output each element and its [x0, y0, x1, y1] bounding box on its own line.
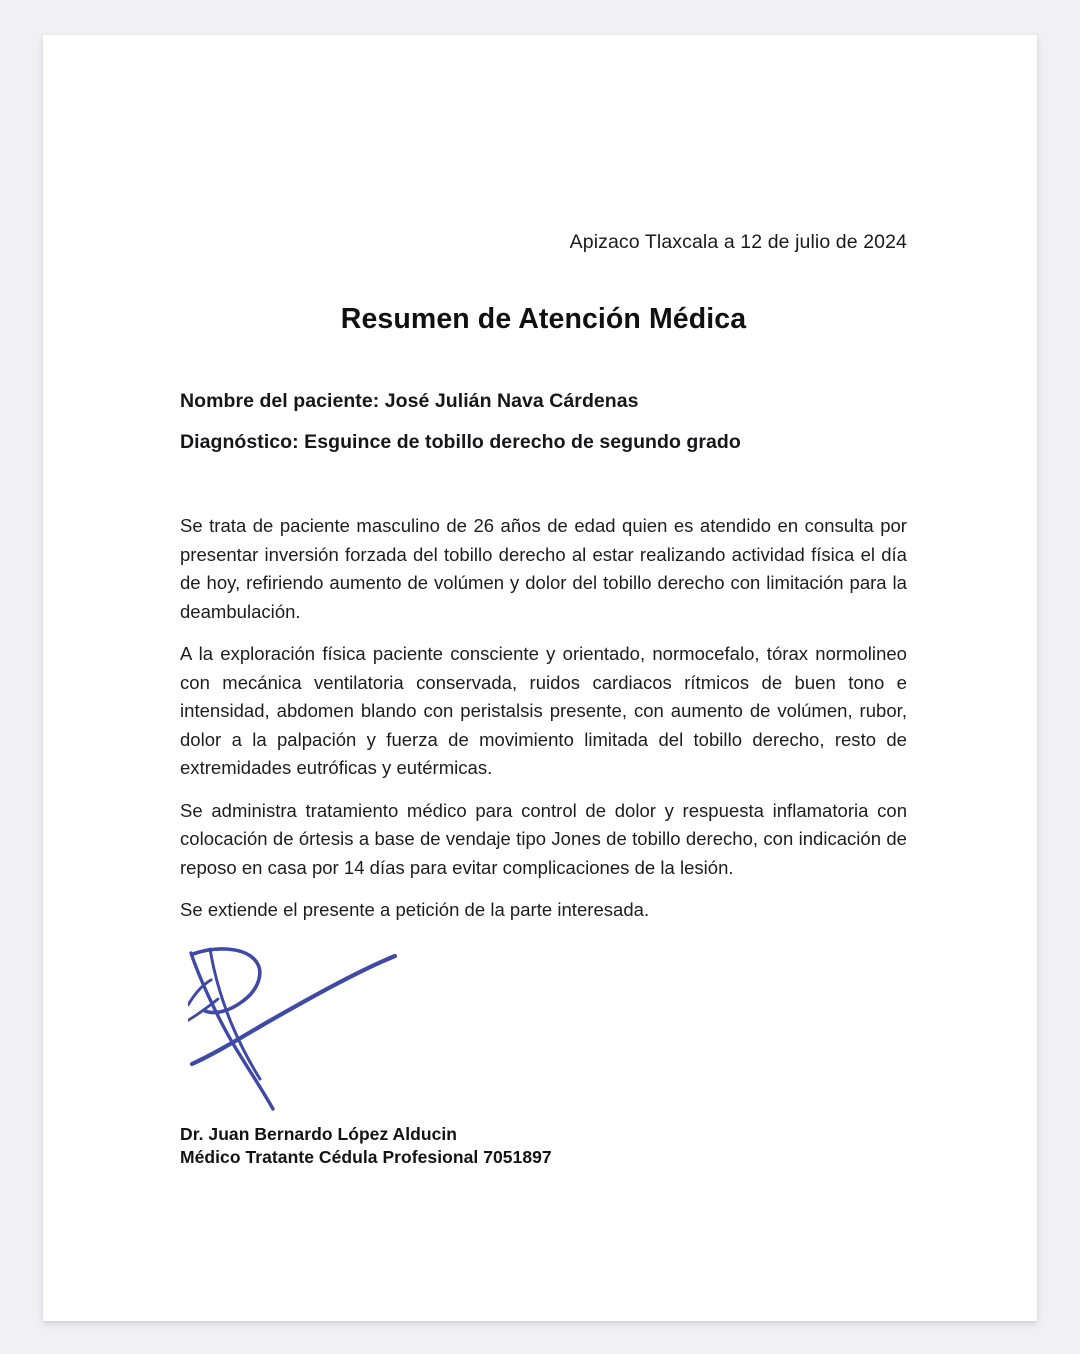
paragraph-history: Se trata de paciente masculino de 26 años de edad quien es atendido en consulta por presentar inversión forzada del tobillo derecho al estar realizando actividad física el día de hoy, refiriendo aumento de volúmen y dolor del tobillo derecho con limitación para la deambulación. — [180, 515, 907, 622]
paragraph-examination: A la exploración física paciente consciente y orientado, normocefalo, tórax normolineo con mecánica ventilatoria conservada, ruidos cardiacos rítmicos de buen tono e intensidad, abdomen blando con peristalsis presente, con aumento de volúmen, rubor, dolor a la palpación y fuerza de movimiento limitada del tobillo derecho, resto de extremidades eutróficas y eutérmicas. — [180, 643, 907, 778]
patient-info-block — [180, 387, 907, 456]
diagnosis-line: Diagnóstico: Esguince de tobillo derecho de segundo grado — [180, 431, 741, 453]
signer-name: Dr. Juan Bernardo López Alducin — [180, 1123, 458, 1144]
handwritten-signature-icon — [188, 943, 403, 1115]
signature-area — [180, 943, 907, 1111]
patient-name-line: Nombre del paciente: José Julián Nava Cárdenas — [180, 390, 639, 412]
paragraph-treatment: Se administra tratamiento médico para control de dolor y respuesta inflamatoria con colocación de órtesis a base de vendaje tipo Jones de tobillo derecho, con indicación de reposo en casa por 14 días para evitar complicaciones de la lesión. — [180, 799, 907, 878]
paragraph-closing: Se extiende el presente a petición de la parte interesada. — [180, 899, 650, 920]
document-body-text — [180, 512, 907, 925]
signer-block — [180, 1123, 907, 1169]
document-content-column — [180, 35, 907, 1169]
page-title: Resumen de Atención Médica — [340, 303, 747, 335]
signer-credentials: Médico Tratante Cédula Profesional 7051897 — [180, 1146, 552, 1167]
document-sheet — [43, 35, 1037, 1321]
place-and-date: Apizaco Tlaxcala a 12 de julio de 2024 — [569, 231, 907, 253]
